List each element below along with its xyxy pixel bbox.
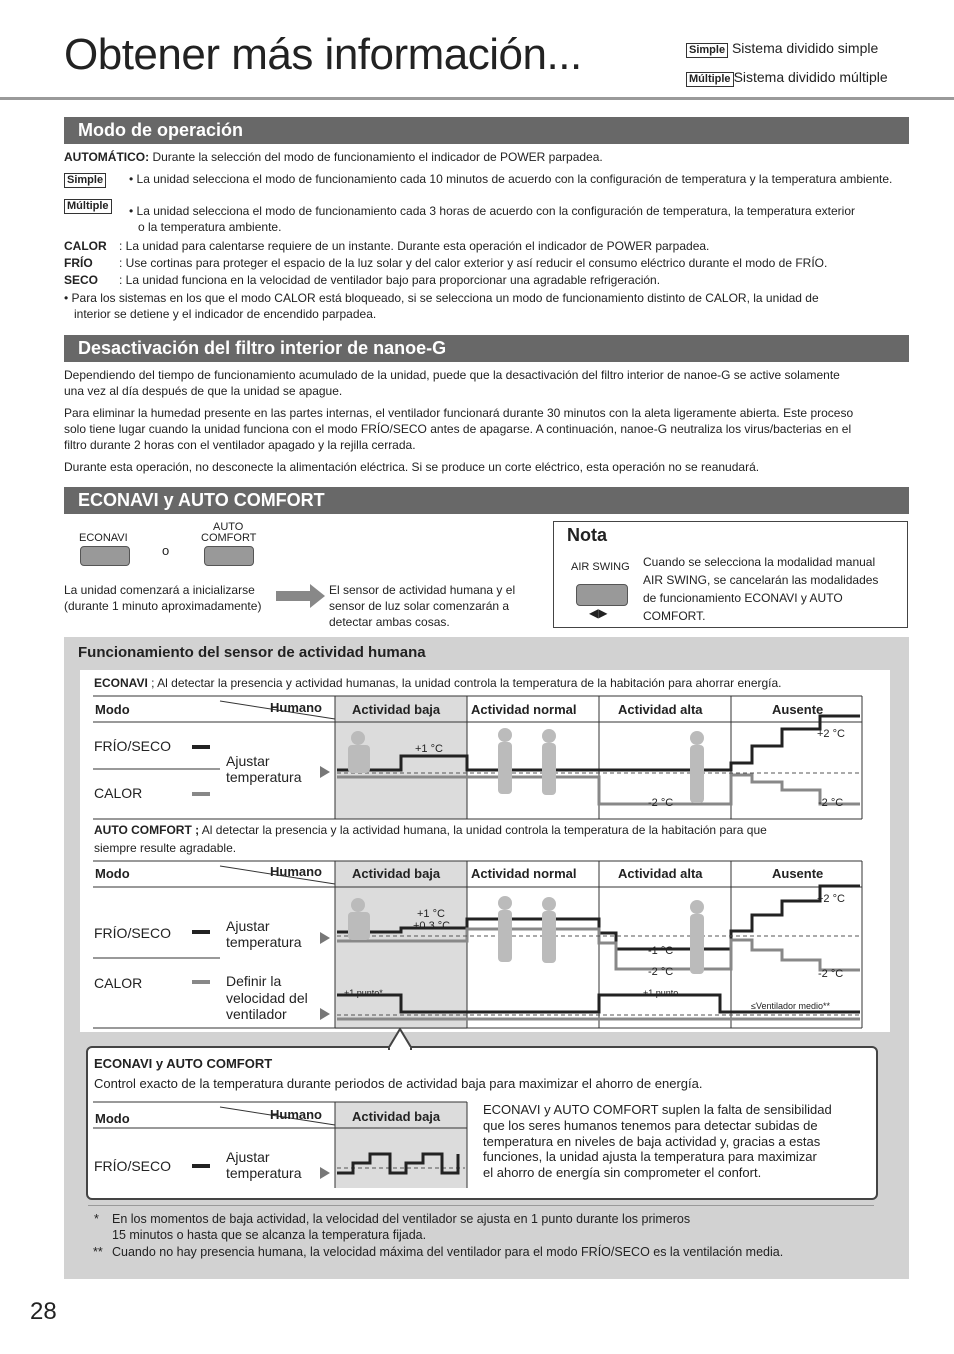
t2-definir-1: Definir la bbox=[226, 973, 282, 989]
t2-frio-label: FRÍO/SECO bbox=[94, 925, 172, 941]
nota-line2: AIR SWING, se cancelarán las modalidades bbox=[643, 573, 879, 587]
nota-line4: COMFORT. bbox=[643, 609, 706, 623]
t1-ajustar-1: Ajustar bbox=[226, 753, 270, 769]
t3-modo-header: Modo bbox=[95, 1111, 130, 1126]
simple-tag-modo: Simple bbox=[64, 173, 106, 188]
t3-frio-label: FRÍO/SECO bbox=[94, 1158, 172, 1174]
callout-desc-1: ECONAVI y AUTO COMFORT suplen la falta de sensibilidad bbox=[483, 1102, 832, 1117]
t2-minus2-b: -2 °C bbox=[818, 968, 844, 980]
auto-line bbox=[64, 149, 603, 165]
simple-text: • La unidad selecciona el modo de funcionamiento cada 10 minutos de acuerdo con la configuración de temperatura y la temperatura ambiente. bbox=[129, 172, 893, 186]
ac-desc-2: siempre resulte agradable. bbox=[94, 841, 237, 855]
multiple-tag: Múltiple bbox=[686, 72, 734, 87]
step2-line3: detectar ambas cosas. bbox=[329, 615, 450, 629]
auto-text: Durante la selección del modo de funcionamiento el indicador de POWER parpadea. bbox=[152, 150, 603, 164]
legend-multiple bbox=[686, 69, 888, 87]
t1-plus2: +2 °C bbox=[817, 728, 845, 740]
callout-title: ECONAVI y AUTO COMFORT bbox=[94, 1056, 273, 1071]
t2-minus2-a: -2 °C bbox=[648, 966, 674, 978]
auto-label: AUTOMÁTICO: bbox=[64, 150, 150, 164]
t2-plus2: +2 °C bbox=[817, 893, 845, 905]
t2-calor-label: CALOR bbox=[94, 975, 143, 991]
t2-ventilador: ≤Ventilador medio** bbox=[751, 1001, 830, 1011]
nanoe-p2-2: solo tiene lugar cuando la unidad funciona con el modo FRÍO/SECO antes de apagarse. A continuación, nanoe-G neutraliza los virus/bacterias en el bbox=[64, 422, 852, 436]
modo-note-1: • Para los sistemas en los que el modo CALOR está bloqueado, si se selecciona un modo de funcionamiento distinto de CALOR, la unidad de bbox=[64, 291, 819, 305]
modo-note-2: interior se detiene y el indicador de encendido parpadea. bbox=[74, 307, 377, 321]
t2-definir-3: ventilador bbox=[226, 1006, 287, 1022]
t1-col-ausente: Ausente bbox=[772, 702, 824, 717]
auto-comfort-label-1: AUTO bbox=[213, 521, 244, 533]
nanoe-p1-2: una vez al día después de que la unidad se apague. bbox=[64, 384, 343, 398]
t2-ajustar-1: Ajustar bbox=[226, 918, 270, 934]
nota-line3: de funcionamiento ECONAVI y AUTO bbox=[643, 591, 843, 605]
section-heading-nanoe: Desactivación del filtro interior de nanoe-G bbox=[64, 335, 909, 362]
footnote-divider bbox=[88, 1205, 874, 1206]
simple-tag: Simple bbox=[686, 43, 728, 58]
arrow-right-icon bbox=[276, 584, 326, 608]
step1-line1: La unidad comenzará a inicializarse bbox=[64, 583, 255, 597]
footnote-1-mark: * bbox=[94, 1212, 99, 1226]
header-divider bbox=[0, 97, 954, 100]
t2-col-normal: Actividad normal bbox=[471, 866, 577, 881]
t3-ajustar-1: Ajustar bbox=[226, 1149, 270, 1165]
ac-desc-label: AUTO COMFORT ; bbox=[94, 823, 200, 837]
nanoe-p1-1: Dependiendo del tiempo de funcionamiento acumulado de la unidad, puede que la desactivación del filtro interior de nanoe-G se active solamente bbox=[64, 368, 840, 382]
callout-desc-3: temperatura en niveles de baja actividad y, gracias a estas bbox=[483, 1134, 821, 1149]
t1-humano-header: Humano bbox=[270, 700, 322, 715]
econavi-button-label: ECONAVI bbox=[79, 532, 128, 544]
t1-ajustar-2: temperatura bbox=[226, 769, 302, 785]
callout-desc-4: funciones, la unidad ajusta la temperatura para maximizar bbox=[483, 1149, 817, 1164]
nanoe-p2-1: Para eliminar la humedad presente en las partes internas, el ventilador funcionará durante 30 minutos con la aleta ligeramente abierta. Este proceso bbox=[64, 406, 854, 420]
calor-line bbox=[64, 238, 709, 254]
air-swing-arrows-icon: ◀▶ bbox=[589, 606, 608, 620]
legend-multiple-text: Sistema dividido múltiple bbox=[733, 69, 888, 85]
t2-col-ausente: Ausente bbox=[772, 866, 824, 881]
ac-desc-text: Al detectar la presencia y la actividad humana, la unidad controla la temperatura de la habitación para que bbox=[199, 823, 767, 837]
econavi-desc-text: ; Al detectar la presencia y actividad humanas, la unidad controla la temperatura de la habitación para ahorrar energía. bbox=[147, 676, 782, 690]
legend-simple bbox=[686, 40, 878, 58]
footnote-2: Cuando no hay presencia humana, la velocidad máxima del ventilador para el modo FRÍO/SECO es la ventilación media. bbox=[112, 1245, 784, 1259]
t1-minus2-a: -2 °C bbox=[648, 797, 674, 809]
callout-desc-2: que los seres humanos tenemos para detectar subidas de bbox=[483, 1118, 818, 1133]
auto-comfort-button[interactable] bbox=[204, 546, 254, 566]
econavi-desc bbox=[94, 675, 782, 691]
nota-title: Nota bbox=[567, 525, 607, 545]
t1-col-baja: Actividad baja bbox=[352, 702, 441, 717]
t2-modo-header: Modo bbox=[95, 866, 130, 881]
t2-punto-a: +1 punto* bbox=[344, 988, 383, 998]
t2-humano-header: Humano bbox=[270, 864, 322, 879]
calor-text: : La unidad para calentarse requiere de un instante. Durante esta operación el indicador de POWER parpadea. bbox=[119, 239, 710, 253]
step2-line1: El sensor de actividad humana y el bbox=[329, 583, 516, 597]
multiple-tag-modo: Múltiple bbox=[64, 199, 112, 214]
section-heading-modo: Modo de operación bbox=[64, 117, 909, 144]
section-heading-econavi: ECONAVI y AUTO COMFORT bbox=[64, 487, 909, 514]
frio-line bbox=[64, 255, 827, 271]
t1-col-alta: Actividad alta bbox=[618, 702, 703, 717]
econavi-desc-label: ECONAVI bbox=[94, 676, 148, 690]
t1-plus1: +1 °C bbox=[415, 743, 443, 755]
frio-text: : Use cortinas para proteger el espacio de la luz solar y del calor exterior y así reducir el consumo eléctrico durante el modo de FRÍO. bbox=[119, 256, 828, 270]
econavi-button[interactable] bbox=[80, 546, 130, 566]
callout-pointer bbox=[388, 1028, 412, 1050]
t2-col-alta: Actividad alta bbox=[618, 866, 703, 881]
step2-line2: sensor de luz solar comenzarán a bbox=[329, 599, 510, 613]
legend-simple-text: Sistema dividido simple bbox=[731, 40, 879, 56]
seco-line bbox=[64, 272, 660, 288]
multiple-text-1: • La unidad selecciona el modo de funcionamiento cada 3 horas de acuerdo con la configuración de temperatura, la temperatura exterior bbox=[129, 204, 855, 218]
t3-ajustar-2: temperatura bbox=[226, 1165, 302, 1181]
t1-minus2-b: -2 °C bbox=[818, 797, 844, 809]
footnote-2-mark: ** bbox=[93, 1245, 103, 1259]
air-swing-button[interactable] bbox=[576, 584, 628, 606]
t3-col-baja: Actividad baja bbox=[352, 1109, 441, 1124]
sensor-heading: Funcionamiento del sensor de actividad humana bbox=[78, 644, 426, 661]
air-swing-label: AIR SWING bbox=[571, 561, 630, 573]
nota-line1: Cuando se selecciona la modalidad manual bbox=[643, 555, 876, 569]
t1-col-normal: Actividad normal bbox=[471, 702, 577, 717]
ac-desc-1 bbox=[94, 822, 767, 838]
t1-modo-header: Modo bbox=[95, 702, 130, 717]
t2-col-baja: Actividad baja bbox=[352, 866, 441, 881]
page-number: 28 bbox=[30, 1298, 57, 1325]
nanoe-p2-3: filtro durante 2 horas con el ventilador apagado y la rejilla cerrada. bbox=[64, 438, 416, 452]
seco-label: SECO bbox=[64, 273, 99, 287]
frio-label: FRÍO bbox=[64, 256, 93, 270]
footnote-1-line2: 15 minutos o hasta que se alcanza la temperatura fijada. bbox=[112, 1228, 427, 1242]
page-title: Obtener más información... bbox=[64, 30, 582, 79]
nanoe-p3: Durante esta operación, no desconecte la alimentación eléctrica. Si se produce un corte eléctrico, esta operación no se reanudará. bbox=[64, 460, 760, 474]
seco-text: : La unidad funciona en la velocidad de ventilador bajo para proporcionar una agradable refrigeración. bbox=[119, 273, 661, 287]
t3-humano-header: Humano bbox=[270, 1107, 322, 1122]
t1-frio-label: FRÍO/SECO bbox=[94, 738, 172, 754]
callout-text: Control exacto de la temperatura durante periodos de actividad baja para maximizar el ahorro de energía. bbox=[94, 1076, 703, 1091]
or-text: o bbox=[162, 543, 170, 558]
t2-definir-2: velocidad del bbox=[226, 990, 308, 1006]
calor-label: CALOR bbox=[64, 239, 107, 253]
t1-calor-label: CALOR bbox=[94, 785, 143, 801]
auto-comfort-label-2: COMFORT bbox=[201, 532, 257, 544]
t2-minus1: -1 °C bbox=[648, 945, 674, 957]
t2-plus1: +1 °C bbox=[417, 908, 445, 920]
t2-ajustar-2: temperatura bbox=[226, 934, 302, 950]
multiple-text-2: o la temperatura ambiente. bbox=[138, 220, 282, 234]
step1-line2: (durante 1 minuto aproximadamente) bbox=[64, 599, 262, 613]
callout-desc-5: el ahorro de energía sin comprometer el confort. bbox=[483, 1165, 762, 1180]
t2-plus03: +0.3 °C bbox=[413, 920, 451, 932]
t2-punto-b: +1 punto bbox=[643, 988, 679, 998]
footnote-1-line1: En los momentos de baja actividad, la velocidad del ventilador se ajusta en 1 punto durante los primeros bbox=[112, 1212, 691, 1226]
